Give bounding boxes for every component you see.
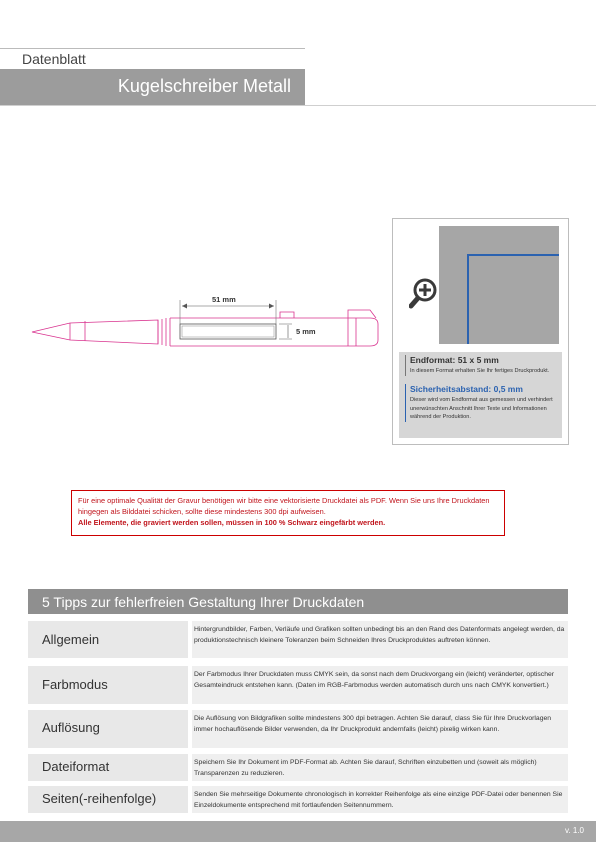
- magnifier-icon: [409, 276, 439, 310]
- tip-label-cell: [28, 710, 188, 748]
- zoom-preview: [399, 225, 562, 352]
- tip-label: Auflösung: [42, 720, 100, 735]
- height-dimension: 5 mm: [296, 327, 316, 336]
- tip-row-allgemein: [28, 621, 568, 658]
- format-info: [405, 355, 555, 422]
- tip-row-seiten: [28, 786, 568, 813]
- safety-title: Sicherheitsabstand: 0,5 mm: [410, 383, 523, 394]
- version-label: v. 1.0: [565, 826, 584, 835]
- tip-text: Hintergrundbilder, Farben, Verläufe und Grafiken sollten unbedingt bis an den Rand des Datenformats angelegt werden, da produktionstechnisch kleinere Toleranzen beim Schneiden Ihres Druckproduktes auftreten können.: [192, 621, 568, 658]
- tip-label: Seiten(-reihenfolge): [42, 791, 157, 806]
- tip-label-cell: [28, 666, 188, 704]
- tip-row-dateiformat: [28, 754, 568, 781]
- tip-text: Speichern Sie Ihr Dokument im PDF-Format ab. Achten Sie darauf, Schriften einzubetten und (soweit als möglich) Transparenzen zu reduzieren.: [192, 754, 568, 781]
- safety-margin-line: [467, 254, 559, 344]
- tip-text: Senden Sie mehrseitige Dokumente chronologisch in korrekter Reihenfolge als eine einzige PDF-Datei oder benennen Sie Einzeldokumente entsprechend mit fortlaufenden Seitennummern.: [192, 786, 568, 813]
- endformat-title: Endformat: 51 x 5 mm: [410, 355, 499, 365]
- page-title: Kugelschreiber Metall: [117, 76, 291, 96]
- tip-label-cell: [28, 786, 188, 813]
- safety-info: [405, 384, 555, 422]
- doc-type-label: Datenblatt: [22, 51, 86, 67]
- endformat-info: [405, 355, 555, 376]
- notice-text: Für eine optimale Qualität der Gravur benötigen wir bitte eine vektorisierte Druckdatei als PDF. Wenn Sie uns Ihre Druckdaten hingegen als Bilddatei schicken, sollte diese mindestens 300 dpi aufweisen.: [78, 496, 490, 516]
- tips-header: [28, 589, 568, 614]
- tip-label-cell: [28, 621, 188, 658]
- tip-label: Allgemein: [42, 632, 100, 647]
- tip-text: Der Farbmodus Ihrer Druckdaten muss CMYK sein, da sonst nach dem Druckvorgang ein (leicht) veränderter, optischer Gesamteindruck entstehen kann. (Daten im RGB-Farbmodus werden automatisch durch uns nach CMYK konvertiert.): [192, 666, 568, 704]
- notice-emphasis: Alle Elemente, die graviert werden sollen, müssen in 100 % Schwarz eingefärbt werden.: [78, 518, 386, 527]
- zoom-panel: [399, 225, 562, 438]
- doc-type-tab: [0, 48, 120, 69]
- endformat-text: In diesem Format erhalten Sie Ihr fertiges Druckprodukt.: [410, 368, 550, 374]
- title-bar: [0, 69, 305, 105]
- pen-illustration: [30, 290, 380, 350]
- width-dimension: 51 mm: [212, 295, 236, 304]
- tips-heading: 5 Tipps zur fehlerfreien Gestaltung Ihrer Druckdaten: [42, 594, 365, 610]
- tip-label: Dateiformat: [42, 759, 110, 774]
- safety-text: Dieser wird vom Endformat aus gemessen und verhindert unerwünschten Anschnitt Ihrer Texte und Informationen während der Produktion.: [410, 396, 553, 421]
- tip-label: Farbmodus: [42, 677, 108, 692]
- tip-row-farbmodus: [28, 666, 568, 704]
- zoom-format-area: [439, 226, 559, 344]
- zoom-detail-box: [392, 218, 569, 445]
- header-divider: [0, 105, 596, 106]
- tip-text: Die Auflösung von Bildgrafiken sollte mindestens 300 dpi betragen. Achten Sie darauf, class Sie für Ihre Druckvorlagen immer hochauflösende Bilder verwenden, da Ihr Druckprodukt andernfalls (leicht) pixelig wirken kann.: [192, 710, 568, 748]
- tip-row-aufloesung: [28, 710, 568, 748]
- footer-bar: [0, 821, 596, 842]
- engraving-notice: [71, 490, 505, 536]
- tip-label-cell: [28, 754, 188, 781]
